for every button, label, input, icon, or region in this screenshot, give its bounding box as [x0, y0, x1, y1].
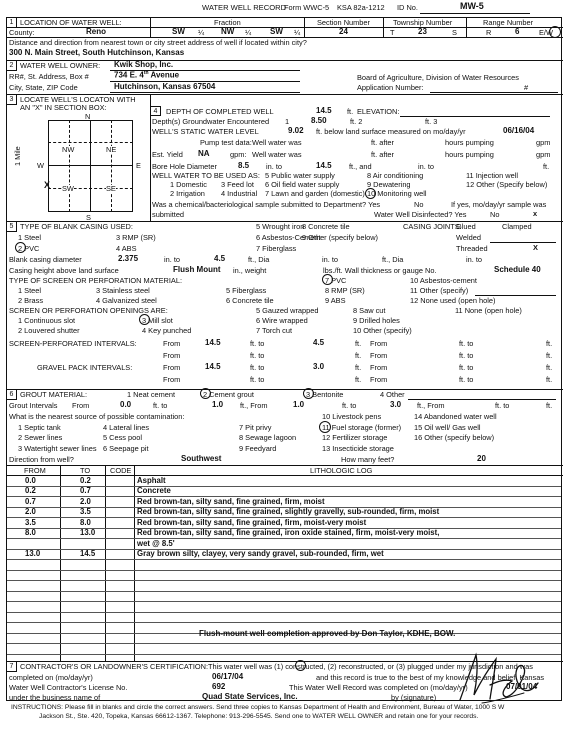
- bore-to-value: 14.5: [316, 161, 332, 170]
- yield-value: NA: [198, 149, 210, 158]
- casing-2: 2 PVC: [18, 244, 40, 253]
- grout-3-circle: [303, 388, 314, 399]
- yield-well-was: Well water was: [252, 150, 302, 159]
- how-many-feet-value: 20: [477, 454, 486, 463]
- use-11: 11 Injection well: [466, 171, 519, 180]
- quarter-1: SW: [172, 27, 185, 36]
- screen-7: 7 PVC: [325, 276, 347, 285]
- grout-ft-to-3: ft. to: [495, 401, 510, 410]
- contam-10: 10 Livestock pens: [322, 412, 382, 421]
- south-label: S: [86, 213, 91, 222]
- mile-label: 1 Mile: [13, 146, 22, 166]
- gpi-ft-4: ft.: [546, 375, 553, 384]
- screen-title: TYPE OF SCREEN OR PERFORATION MATERIAL:: [9, 276, 183, 285]
- contam-16: 16 Other (specify below): [414, 433, 495, 442]
- log-from-cell: 3.5: [25, 517, 36, 527]
- section-5-number: 5: [7, 222, 17, 232]
- chem-submitted: submitted: [152, 210, 185, 219]
- quarter-mark-1: ¼: [198, 28, 205, 37]
- opening-11: 11 None (open hole): [455, 306, 522, 315]
- log-desc-cell: Red brown-tan, silty sand, fine grained, firm, moist: [137, 496, 325, 506]
- use-8: 8 Air conditioning: [367, 171, 424, 180]
- contam-15: 15 Oil well/ Gas well: [414, 423, 481, 432]
- casing-3: 3 RMP (SR): [116, 233, 156, 242]
- contam-5: 5 Cess pool: [103, 433, 143, 442]
- grout-4: 4 Other: [380, 390, 405, 399]
- static-tail: ft. below land surface measured on mo/day/yr: [316, 127, 466, 136]
- gpi-ft-1: ft.: [355, 363, 362, 372]
- gpi-from-4: From: [370, 375, 388, 384]
- use-9: 9 Dewatering: [367, 180, 411, 189]
- contamination-question: What is the nearest source of possible contamination:: [9, 412, 185, 421]
- schedule-value: Schedule 40: [494, 265, 541, 274]
- east-label: E: [136, 161, 141, 170]
- contam-11-circle: [319, 421, 331, 433]
- spi-ft-to-1: ft. to: [250, 339, 265, 348]
- casing-1: 1 Steel: [18, 233, 42, 242]
- gpi-ft-to-4: ft. to: [459, 375, 474, 384]
- table-row: [7, 497, 561, 508]
- log-to-header: TO: [80, 466, 91, 475]
- grout-ft-from: ft., From: [240, 401, 268, 410]
- static-label: WELL'S STATIC WATER LEVEL: [152, 127, 259, 136]
- casing-2-circle: [15, 242, 26, 253]
- log-from-cell: 0.0: [25, 475, 36, 485]
- screen-intervals-label: SCREEN-PERFORATED INTERVALS:: [9, 339, 137, 348]
- township-value: 23: [418, 27, 427, 36]
- direction-value: Southwest: [181, 454, 222, 463]
- table-row: [7, 518, 561, 529]
- log-to-cell: 0.2: [80, 475, 91, 485]
- joints-clamped: Clamped: [502, 222, 532, 231]
- grout-to-2-value: 3.0: [390, 400, 402, 409]
- log-from-cell: 8.0: [25, 528, 36, 537]
- quarter-3: SW: [270, 27, 283, 36]
- s1-title: LOCATION OF WATER WELL:: [20, 18, 122, 27]
- gpi-ft-to-3: ft. to: [250, 375, 265, 384]
- constructed-circle: [295, 660, 306, 671]
- yield-gpm-2: gpm: [536, 150, 551, 159]
- table-row: [7, 529, 561, 540]
- section-4-number: 4: [151, 106, 161, 116]
- well-x-mark: X: [44, 180, 51, 190]
- contam-1: 1 Septic tank: [18, 423, 61, 432]
- casing-dia-to: 4.5: [214, 254, 226, 263]
- opening-3: 3 Mill slot: [142, 316, 173, 325]
- table-row: [7, 592, 561, 603]
- spi-from-3: From: [163, 351, 181, 360]
- spi-from-4: From: [370, 351, 388, 360]
- table-row: [7, 602, 561, 613]
- form-number: Form WWC-5: [284, 3, 330, 12]
- county-label: County:: [9, 28, 35, 37]
- bore-in-to-2: in. to: [418, 162, 435, 171]
- gw-2-label: ft. 2: [350, 117, 363, 126]
- range-value: 6: [515, 27, 520, 36]
- contractor-signature: [452, 645, 542, 707]
- contam-3: 3 Watertight sewer lines: [18, 444, 97, 453]
- grout-1: 1 Neat cement: [127, 390, 176, 399]
- grout-2-circle: [200, 388, 211, 399]
- grout-3: 3 Bentonite: [306, 390, 344, 399]
- cert-label: CONTRACTOR'S OR LANDOWNER'S CERTIFICATION:: [20, 662, 209, 671]
- yield-label: Est. Yield: [152, 150, 183, 159]
- chem-no: No: [414, 200, 424, 209]
- gravel-intervals-label: GRAVEL PACK INTERVALS:: [37, 363, 133, 372]
- id-value: MW-5: [460, 1, 484, 11]
- screen-7-circle: [322, 274, 333, 285]
- quarter-2: NW: [221, 27, 235, 36]
- screen-2: 2 Brass: [18, 296, 44, 305]
- pump-hours: hours pumping: [445, 138, 494, 147]
- chem-question: Was a chemical/bacteriological sample submitted to Department? Yes: [152, 200, 381, 209]
- street-sup: th: [143, 70, 149, 76]
- casing-joints-label: CASING JOINTS:: [403, 222, 462, 231]
- screen-3: 3 Stainless steel: [96, 286, 150, 295]
- section-value: 24: [339, 27, 348, 36]
- casing-dia-value: 2.375: [118, 254, 139, 263]
- casing-6: 6 Asbestos-Cement: [256, 233, 321, 242]
- section-2-number: 2: [7, 61, 17, 71]
- form-title: WATER WELL RECORD: [202, 3, 287, 12]
- gpi-ft-2: ft.: [546, 363, 553, 372]
- gpi-ft-3: ft.: [355, 375, 362, 384]
- contam-9: 9 Feedyard: [239, 444, 277, 453]
- spi-ft-2: ft.: [546, 339, 553, 348]
- pump-ft-after: ft. after: [371, 138, 395, 147]
- s1-range-label: Range Number: [483, 18, 534, 27]
- opening-1: 1 Continuous slot: [18, 316, 76, 325]
- log-litho-header: LITHOLOGIC LOG: [310, 466, 373, 475]
- s-label: S: [452, 28, 457, 37]
- license-label: Water Well Contractor's License No.: [9, 683, 128, 692]
- ne-label: NE: [106, 145, 117, 154]
- joints-threaded: Threaded: [456, 244, 488, 253]
- casing-7: 7 Fiberglass: [256, 244, 297, 253]
- table-row: [7, 487, 561, 498]
- by-signature-label: by (signature): [391, 693, 437, 702]
- spi-from-1: From: [163, 339, 181, 348]
- casing-4: 4 ABS: [116, 244, 137, 253]
- distance-label: Distance and direction from nearest town or city street address of well if located within city?: [9, 38, 307, 47]
- log-from-cell: 13.0: [25, 549, 41, 558]
- spi-ft-1: ft.: [355, 339, 362, 348]
- log-desc-cell: Concrete: [137, 486, 171, 495]
- table-row: [7, 571, 561, 582]
- grout-label: GROUT MATERIAL:: [20, 390, 88, 399]
- quarter-mark-2: ¼: [245, 28, 252, 37]
- log-to-cell: 13.0: [80, 528, 96, 537]
- application-mark: #: [524, 83, 529, 92]
- use-3: 3 Feed lot: [221, 180, 254, 189]
- bore-label: Bore Hole Diameter: [152, 162, 217, 171]
- screen-9: 9 ABS: [325, 296, 346, 305]
- screen-6: 6 Concrete tile: [226, 296, 274, 305]
- use-4: 4 Industrial: [221, 189, 258, 198]
- use-10: 10 Monitoring well: [367, 189, 427, 198]
- s1-township-label: Township Number: [393, 18, 453, 27]
- sw-label: SW: [62, 184, 74, 193]
- casing-height-label: Casing height above land surface: [9, 266, 119, 275]
- how-many-feet-label: How many feet?: [341, 455, 395, 464]
- contam-7: 7 Pit privy: [239, 423, 272, 432]
- contam-6: 6 Seepage pit: [103, 444, 149, 453]
- screen-12: 12 None used (open hole): [410, 296, 496, 305]
- log-desc-cell: Red brown-tan, silty sand, fine grained, slightly gravelly, sub-rounded, firm, moist: [137, 507, 440, 516]
- casing-dia-label: Blank casing diameter: [9, 255, 82, 264]
- direction-label: Direction from well?: [9, 455, 74, 464]
- street-value: [114, 71, 179, 80]
- casing-in-to-3: in. to: [466, 255, 483, 264]
- grout-from-2-value: 1.0: [293, 400, 305, 409]
- log-code-header: CODE: [110, 466, 132, 475]
- spi-to-value: 4.5: [313, 338, 325, 347]
- use-1: 1 Domestic: [170, 180, 207, 189]
- disinfected-x: x: [533, 209, 538, 218]
- bore-ft: ft.: [543, 162, 550, 171]
- table-row: [7, 613, 561, 624]
- completed-value: 06/17/04: [212, 672, 244, 681]
- disinfected-no: No: [490, 210, 500, 219]
- log-note: Flush-mount well completion approved by Don Taylor, KDHE, BOW.: [199, 629, 456, 638]
- nw-label: NW: [62, 145, 75, 154]
- table-row: [7, 508, 561, 519]
- log-from-header: FROM: [24, 466, 46, 475]
- log-from-cell: 0.2: [25, 486, 36, 495]
- casing-5: 5 Wrought iron: [256, 222, 305, 231]
- spi-ft-to-4: ft. to: [459, 351, 474, 360]
- gpi-ft-to-1: ft. to: [250, 363, 265, 372]
- log-desc-cell: Red brown-tan, silty sand, fine grained, firm, moist-very moist: [137, 517, 367, 527]
- chem-tail: If yes, mo/day/yr sample was: [451, 200, 547, 209]
- opening-10: 10 Other (specify): [353, 326, 412, 335]
- log-desc-cell: Gray brown silty, clayey, very sandy gravel, sub-rounded, firm, wet: [137, 549, 384, 558]
- opening-9: 9 Drilled holes: [353, 316, 400, 325]
- contam-13: 13 Insecticide storage: [322, 444, 394, 453]
- log-to-cell: 2.0: [80, 496, 91, 506]
- screen-10: 10 Asbestos-cement: [410, 276, 477, 285]
- gpi-from-3: From: [163, 375, 181, 384]
- bore-ft-and: ft., and: [349, 162, 372, 171]
- depth-label: DEPTH OF COMPLETED WELL: [166, 107, 274, 116]
- contam-11: 11 Fuel storage (former): [322, 423, 402, 432]
- screen-8: 8 RMP (SR): [325, 286, 365, 295]
- log-from-cell: 2.0: [25, 507, 36, 516]
- openings-title: SCREEN OR PERFORATION OPENINGS ARE:: [9, 306, 168, 315]
- id-underline: [420, 13, 530, 14]
- bore-in-to: in. to: [266, 162, 283, 171]
- id-label: ID No.: [397, 3, 418, 12]
- opening-6: 6 Wire wrapped: [256, 316, 308, 325]
- disinfected-label: Water Well Disinfected? Yes: [374, 210, 467, 219]
- opening-5: 5 Gauzed wrapped: [256, 306, 319, 315]
- gw-label: Depth(s) Groundwater Encountered: [152, 117, 270, 126]
- opening-7: 7 Torch cut: [256, 326, 293, 335]
- casing-ft-dia-2: ft., Dia: [382, 255, 404, 264]
- screen-4: 4 Galvanized steel: [96, 296, 157, 305]
- license-value: 692: [212, 682, 226, 691]
- opening-8: 8 Saw cut: [353, 306, 386, 315]
- street-suffix: Avenue: [150, 70, 180, 80]
- cert-text: This water well was (1) constructed, (2) reconstructed, or (3) plugged under my jurisdiction and was: [208, 662, 533, 671]
- yield-hours: hours pumping: [445, 150, 494, 159]
- grout-intervals-label: Grout Intervals: [9, 401, 58, 410]
- opening-3-circle: [139, 314, 150, 325]
- log-to-cell: 3.5: [80, 507, 91, 516]
- log-to-cell: 8.0: [80, 517, 91, 527]
- spi-ft-to-2: ft. to: [459, 339, 474, 348]
- opening-4: 4 Key punched: [142, 326, 192, 335]
- record-date: 07/01/04: [506, 682, 538, 691]
- license-tail: This Water Well Record was completed on (mo/day/yr): [289, 683, 468, 692]
- casing-height-value: Flush Mount: [173, 265, 221, 274]
- log-desc-cell: Asphalt: [137, 475, 166, 485]
- casing-title: TYPE OF BLANK CASING USED:: [20, 222, 133, 231]
- grout-ft-end: ft.: [546, 401, 553, 410]
- spi-from-2: From: [370, 339, 388, 348]
- log-desc-cell: wet @ 8.5': [137, 538, 175, 548]
- gw-3-label: ft. 3: [425, 117, 438, 126]
- instructions-line-2: Jackson St., Ste. 420, Topeka, Kansas 66612-1367. Telephone: 913-296-5545. Send one to WATER WELL OWNER and retain one for your records.: [39, 713, 479, 720]
- city-label: City, State, ZIP Code: [9, 83, 78, 92]
- grout-2: 2 Cement grout: [203, 390, 254, 399]
- log-desc-cell: Red brown-tan, silty sand, fine grained, iron oxide stained, firm, moist-very moist,: [137, 528, 440, 537]
- board-label: Board of Agriculture, Division of Water Resources: [357, 73, 519, 82]
- table-row: [7, 539, 561, 550]
- pump-well-was: Well water was: [252, 138, 302, 147]
- pump-gpm: gpm: [536, 138, 551, 147]
- contam-2: 2 Sewer lines: [18, 433, 63, 442]
- spi-ft-3: ft.: [355, 351, 362, 360]
- grout-from-1: From: [72, 401, 90, 410]
- casing-lbs-label: lbs./ft. Wall thickness or gauge No.: [323, 266, 437, 275]
- grout-ft-from-2: ft., From: [417, 401, 445, 410]
- gpi-from-value: 14.5: [205, 362, 221, 371]
- table-row: [7, 550, 561, 561]
- static-date: 06/16/04: [503, 126, 535, 135]
- use-12: 12 Other (Specify below): [466, 180, 548, 189]
- yield-gpm: gpm:: [230, 150, 247, 159]
- threaded-x: X: [533, 243, 538, 252]
- table-row: [7, 476, 561, 487]
- west-label: W: [37, 161, 44, 170]
- use-6: 6 Oil field water supply: [265, 180, 340, 189]
- use-2: 2 Irrigation: [170, 189, 205, 198]
- use-title: WELL WATER TO BE USED AS:: [152, 171, 260, 180]
- casing-ft-dia-1: ft., Dia: [248, 255, 270, 264]
- section-7-number: 7: [7, 662, 17, 672]
- contam-12: 12 Fertilizer storage: [322, 433, 388, 442]
- address-value: 300 N. Main Street, South Hutchinson, Kansas: [9, 48, 185, 57]
- spi-ft-4: ft.: [546, 351, 553, 360]
- casing-weight-label: in., weight: [233, 266, 267, 275]
- gpi-from-1: From: [163, 363, 181, 372]
- depth-ft: ft.: [347, 107, 354, 116]
- grout-ft-to-1: ft. to: [153, 401, 168, 410]
- bore-value: 8.5: [238, 161, 250, 170]
- quarter-mark-3: ¼: [294, 28, 301, 37]
- t-label: T: [390, 28, 395, 37]
- section-3-number: 3: [7, 95, 17, 105]
- ew-label: E/W: [539, 28, 553, 37]
- gpi-ft-to-2: ft. to: [459, 363, 474, 372]
- opening-2: 2 Louvered shutter: [18, 326, 80, 335]
- log-to-cell: 0.7: [80, 486, 91, 495]
- contam-4: 4 Lateral lines: [103, 423, 150, 432]
- use-10-circle: [365, 188, 376, 199]
- county-value: Reno: [86, 27, 106, 36]
- business-value: Quad State Services, Inc.: [202, 692, 298, 701]
- contam-14: 14 Abandoned water well: [414, 412, 497, 421]
- table-row: [7, 581, 561, 592]
- gw-1-label: 1: [285, 117, 290, 126]
- spi-ft-to-3: ft. to: [250, 351, 265, 360]
- se-label: SE: [106, 184, 116, 193]
- depth-value: 14.5: [316, 106, 332, 115]
- north-label: N: [85, 112, 91, 121]
- spi-from-value: 14.5: [205, 338, 221, 347]
- pump-label: Pump test data:: [200, 138, 252, 147]
- gw-1-value: 8.50: [311, 116, 327, 125]
- log-from-cell: 0.7: [25, 496, 36, 506]
- grout-to-1-value: 1.0: [212, 400, 224, 409]
- screen-1: 1 Steel: [18, 286, 42, 295]
- s1-fraction-label: Fraction: [214, 18, 241, 27]
- s3-title-1: LOCATE WELL'S LOCATON WITH: [20, 95, 136, 104]
- screen-5: 5 Fiberglass: [226, 286, 267, 295]
- grout-from-1-value: 0.0: [120, 400, 132, 409]
- s3-title-2: AN "X" IN SECTION BOX:: [20, 103, 107, 112]
- joints-welded: Welded: [456, 233, 481, 242]
- r-label: R: [486, 28, 492, 37]
- s1-section-label: Section Number: [317, 18, 370, 27]
- contam-8: 8 Sewage lagoon: [239, 433, 297, 442]
- section-6-number: 6: [7, 390, 17, 400]
- application-label: Application Number:: [357, 83, 424, 92]
- table-row: [7, 560, 561, 571]
- use-5: 5 Public water supply: [265, 171, 335, 180]
- business-label: under the business name of: [9, 693, 101, 702]
- static-value: 9.02: [288, 126, 304, 135]
- joints-glued: Glued: [456, 222, 476, 231]
- owner-value: Kwik Shop, Inc.: [114, 60, 174, 69]
- section-1-number: 1: [7, 18, 17, 28]
- street-prefix: 734 E. 4: [114, 70, 144, 80]
- casing-in-to-2: in. to: [322, 255, 339, 264]
- completed-tail: and this record is true to the best of my knowledge and belief. Kansas: [316, 673, 545, 682]
- completed-label: completed on (mo/day/yr): [9, 673, 93, 682]
- city-value: Hutchinson, Kansas 67504: [114, 82, 216, 91]
- s2-title: WATER WELL OWNER:: [20, 61, 101, 70]
- instructions-line-1: INSTRUCTIONS: Please fill in blanks and circle the correct answers. Send three copies to Kansas Department of Health and Environment, Bureau of Water, 1000 S W: [11, 704, 505, 711]
- screen-11: 11 Other (specify): [410, 286, 469, 295]
- use-7: 7 Lawn and garden (domestic): [265, 189, 365, 198]
- gpi-from-2: From: [370, 363, 388, 372]
- yield-ft-after: ft. after: [371, 150, 395, 159]
- ksa-number: KSA 82a-1212: [337, 3, 385, 12]
- grout-ft-to-2: ft. to: [342, 401, 357, 410]
- casing-in-to: in. to: [164, 255, 181, 264]
- gpi-to-value: 3.0: [313, 362, 325, 371]
- elevation-label: ELEVATION:: [357, 107, 400, 116]
- casing-9: 9 Other (specify below): [302, 233, 378, 242]
- rr-label: RR#, St. Address, Box #: [9, 72, 89, 81]
- casing-8: 8 Concrete tile: [302, 222, 350, 231]
- log-to-cell: 14.5: [80, 549, 96, 558]
